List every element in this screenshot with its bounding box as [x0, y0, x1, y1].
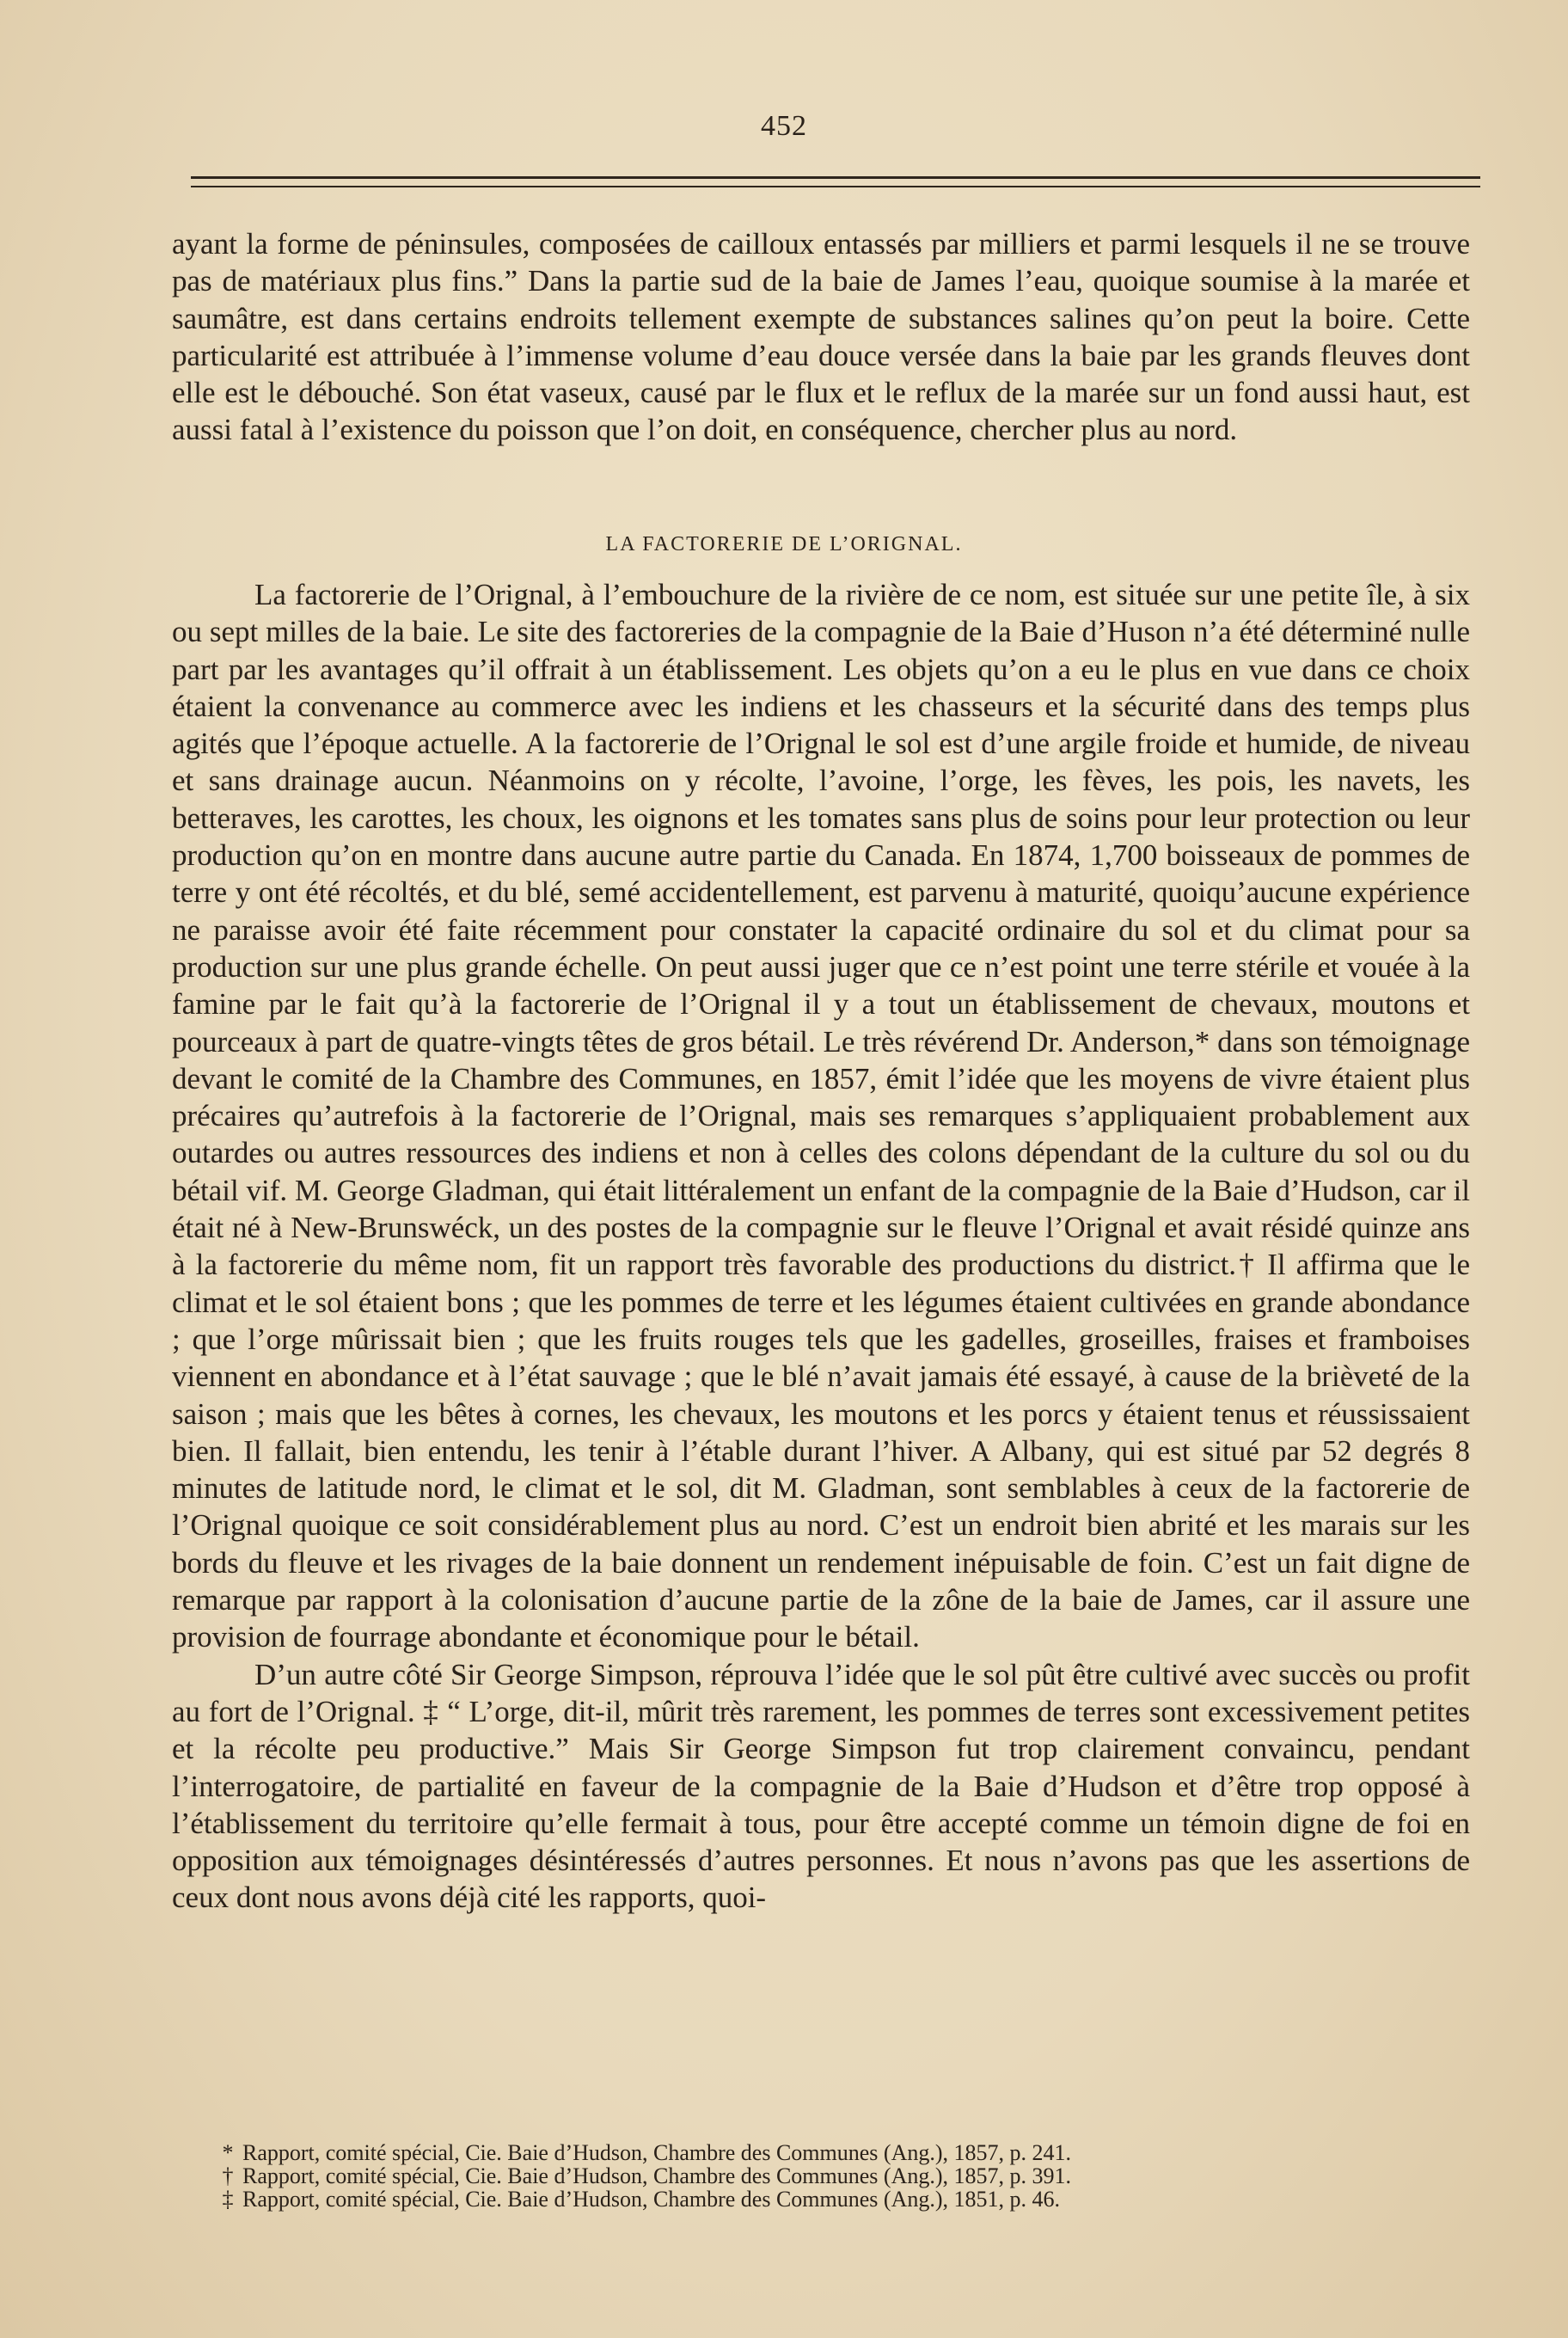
- footnote-mark: ‡: [222, 2187, 234, 2212]
- footnote-text: Rapport, comité spécial, Cie. Baie d’Hudson, Chambre des Communes (Ang.), 1857, p. 241.: [242, 2140, 1072, 2165]
- footnote-mark: †: [222, 2163, 234, 2188]
- header-rule-thick: [191, 176, 1480, 179]
- intro-text: [172, 225, 1470, 449]
- footnote-2: [213, 2164, 1408, 2188]
- footnote-text: Rapport, comité spécial, Cie. Baie d’Hudson, Chambre des Communes (Ang.), 1851, p. 46.: [242, 2187, 1061, 2212]
- footnote-text: Rapport, comité spécial, Cie. Baie d’Hudson, Chambre des Communes (Ang.), 1857, p. 391.: [242, 2163, 1072, 2188]
- intro-paragraph: ayant la forme de péninsules, composées de cailloux entassés par milliers et parmi lesquels il ne se trouve pas de matériaux plus fins.” Dans la partie sud de la baie de James l’eau, quoique soumise à la marée et saumâtre, est dans certains endroits tellement exempte de substances salines qu’on peut la boire. Cette particularité est attribuée à l’immense volume d’eau douce versée dans la baie par les grands fleuves dont elle est le débouché. Son état vaseux, causé par le flux et le reflux de la marée sur un fond aussi haut, est aussi fatal à l’existence du poisson que l’on doit, en conséquence, chercher plus au nord.: [172, 227, 1470, 447]
- section-body: [172, 576, 1470, 1917]
- footnotes: [213, 2141, 1408, 2211]
- body-paragraph-2: D’un autre côté Sir George Simpson, réprouva l’idée que le sol pût être cultivé avec succès ou profit au fort de l’Orignal. ‡ “ L’orge, dit-il, mûrit très rarement, les pommes de terres sont excessivement petites et la récolte peu productive.” Mais Sir George Simpson fut trop clairement convaincu, pendant l’interrogatoire, de partialité en faveur de la compagnie de la Baie d’Hudson et d’être trop opposé à l’établissement du territoire qu’elle fermait à tous, pour être accepté comme un témoin digne de foi en opposition aux témoignages désintéressés d’autres personnes. Et nous n’avons pas que les assertions de ceux dont nous avons déjà cité les rapports, quoi-: [172, 1657, 1470, 1915]
- section-heading: LA FACTORERIE DE L’ORIGNAL.: [605, 533, 963, 555]
- footnote-mark: *: [222, 2140, 234, 2165]
- header-rule-thin: [191, 186, 1480, 187]
- footnote-3: [213, 2188, 1408, 2211]
- page-number: 452: [761, 110, 807, 142]
- footnote-1: [213, 2141, 1408, 2164]
- body-paragraph-1: La factorerie de l’Orignal, à l’embouchure de la rivière de ce nom, est située sur une petite île, à six ou sept milles de la baie. Le site des factoreries de la compagnie de la Baie d’Huson n’a été déterminé nulle part par les avantages qu’il offrait à un établissement. Les objets qu’on a eu le plus en vue dans ce choix étaient la convenance au commerce avec les indiens et les chasseurs et la sécurité dans des temps plus agités que l’époque actuelle. A la factorerie de l’Orignal le sol est d’une argile froide et humide, de niveau et sans drainage aucun. Néanmoins on y récolte, l’avoine, l’orge, les fèves, les pois, les navets, les betteraves, les carottes, les choux, les oignons et les tomates sans plus de soins pour leur protection ou leur production qu’on en montre dans aucune autre partie du Canada. En 1874, 1,700 boisseaux de pommes de terre y ont été récoltés, et du blé, semé accidentellement, est parvenu à maturité, quoiqu’aucune expérience ne paraisse avoir été faite récemment pour constater la capacité ordinaire du sol et du climat pour sa production sur une plus grande échelle. On peut aussi juger que ce n’est point une terre stérile et vouée à la famine par le fait qu’à la factorerie de l’Orignal il y a tout un établissement de chevaux, moutons et pourceaux à part de quatre-vingts têtes de gros bétail. Le très révérend Dr. Anderson,* dans son témoignage devant le comité de la Chambre des Communes, en 1857, émit l’idée que les moyens de vivre étaient plus précaires qu’autrefois à la factorerie de l’Orignal, mais ses remarques s’appliquaient probablement aux outardes ou autres ressources des indiens et non à celles des colons dépendant de la culture du sol ou du bétail vif. M. George Gladman, qui était littéralement un enfant de la compagnie de la Baie d’Hudson, car il était né à New-Brunswéck, un des postes de la compagnie sur le fleuve l’Orignal et avait résidé quinze ans à la factorerie du même nom, fit un rapport très favorable des productions du district.† Il affirma que le climat et le sol étaient bons ; que les pommes de terre et les légumes étaient cultivées en grande abondance ; que l’orge mûrissait bien ; que les fruits rouges tels que les gadelles, groseilles, fraises et framboises viennent en abondance et à l’état sauvage ; que le blé n’avait jamais été essayé, à cause de la brièveté de la saison ; mais que les bêtes à cornes, les chevaux, les moutons et les porcs y étaient tenus et réussissaient bien. Il fallait, bien entendu, les tenir à l’étable durant l’hiver. A Albany, qui est situé par 52 degrés 8 minutes de latitude nord, le climat et le sol, dit M. Gladman, sont semblables à ceux de la factorerie de l’Orignal quoique ce soit considérablement plus au nord. C’est un endroit bien abrité et les marais sur les bords du fleuve et les rivages de la baie donnent un rendement inépuisable de foin. C’est un fait digne de remarque par rapport à la colonisation d’aucune partie de la zône de la baie de James, car il assure une provision de fourrage abondante et économique pour le bétail.: [172, 578, 1470, 1654]
